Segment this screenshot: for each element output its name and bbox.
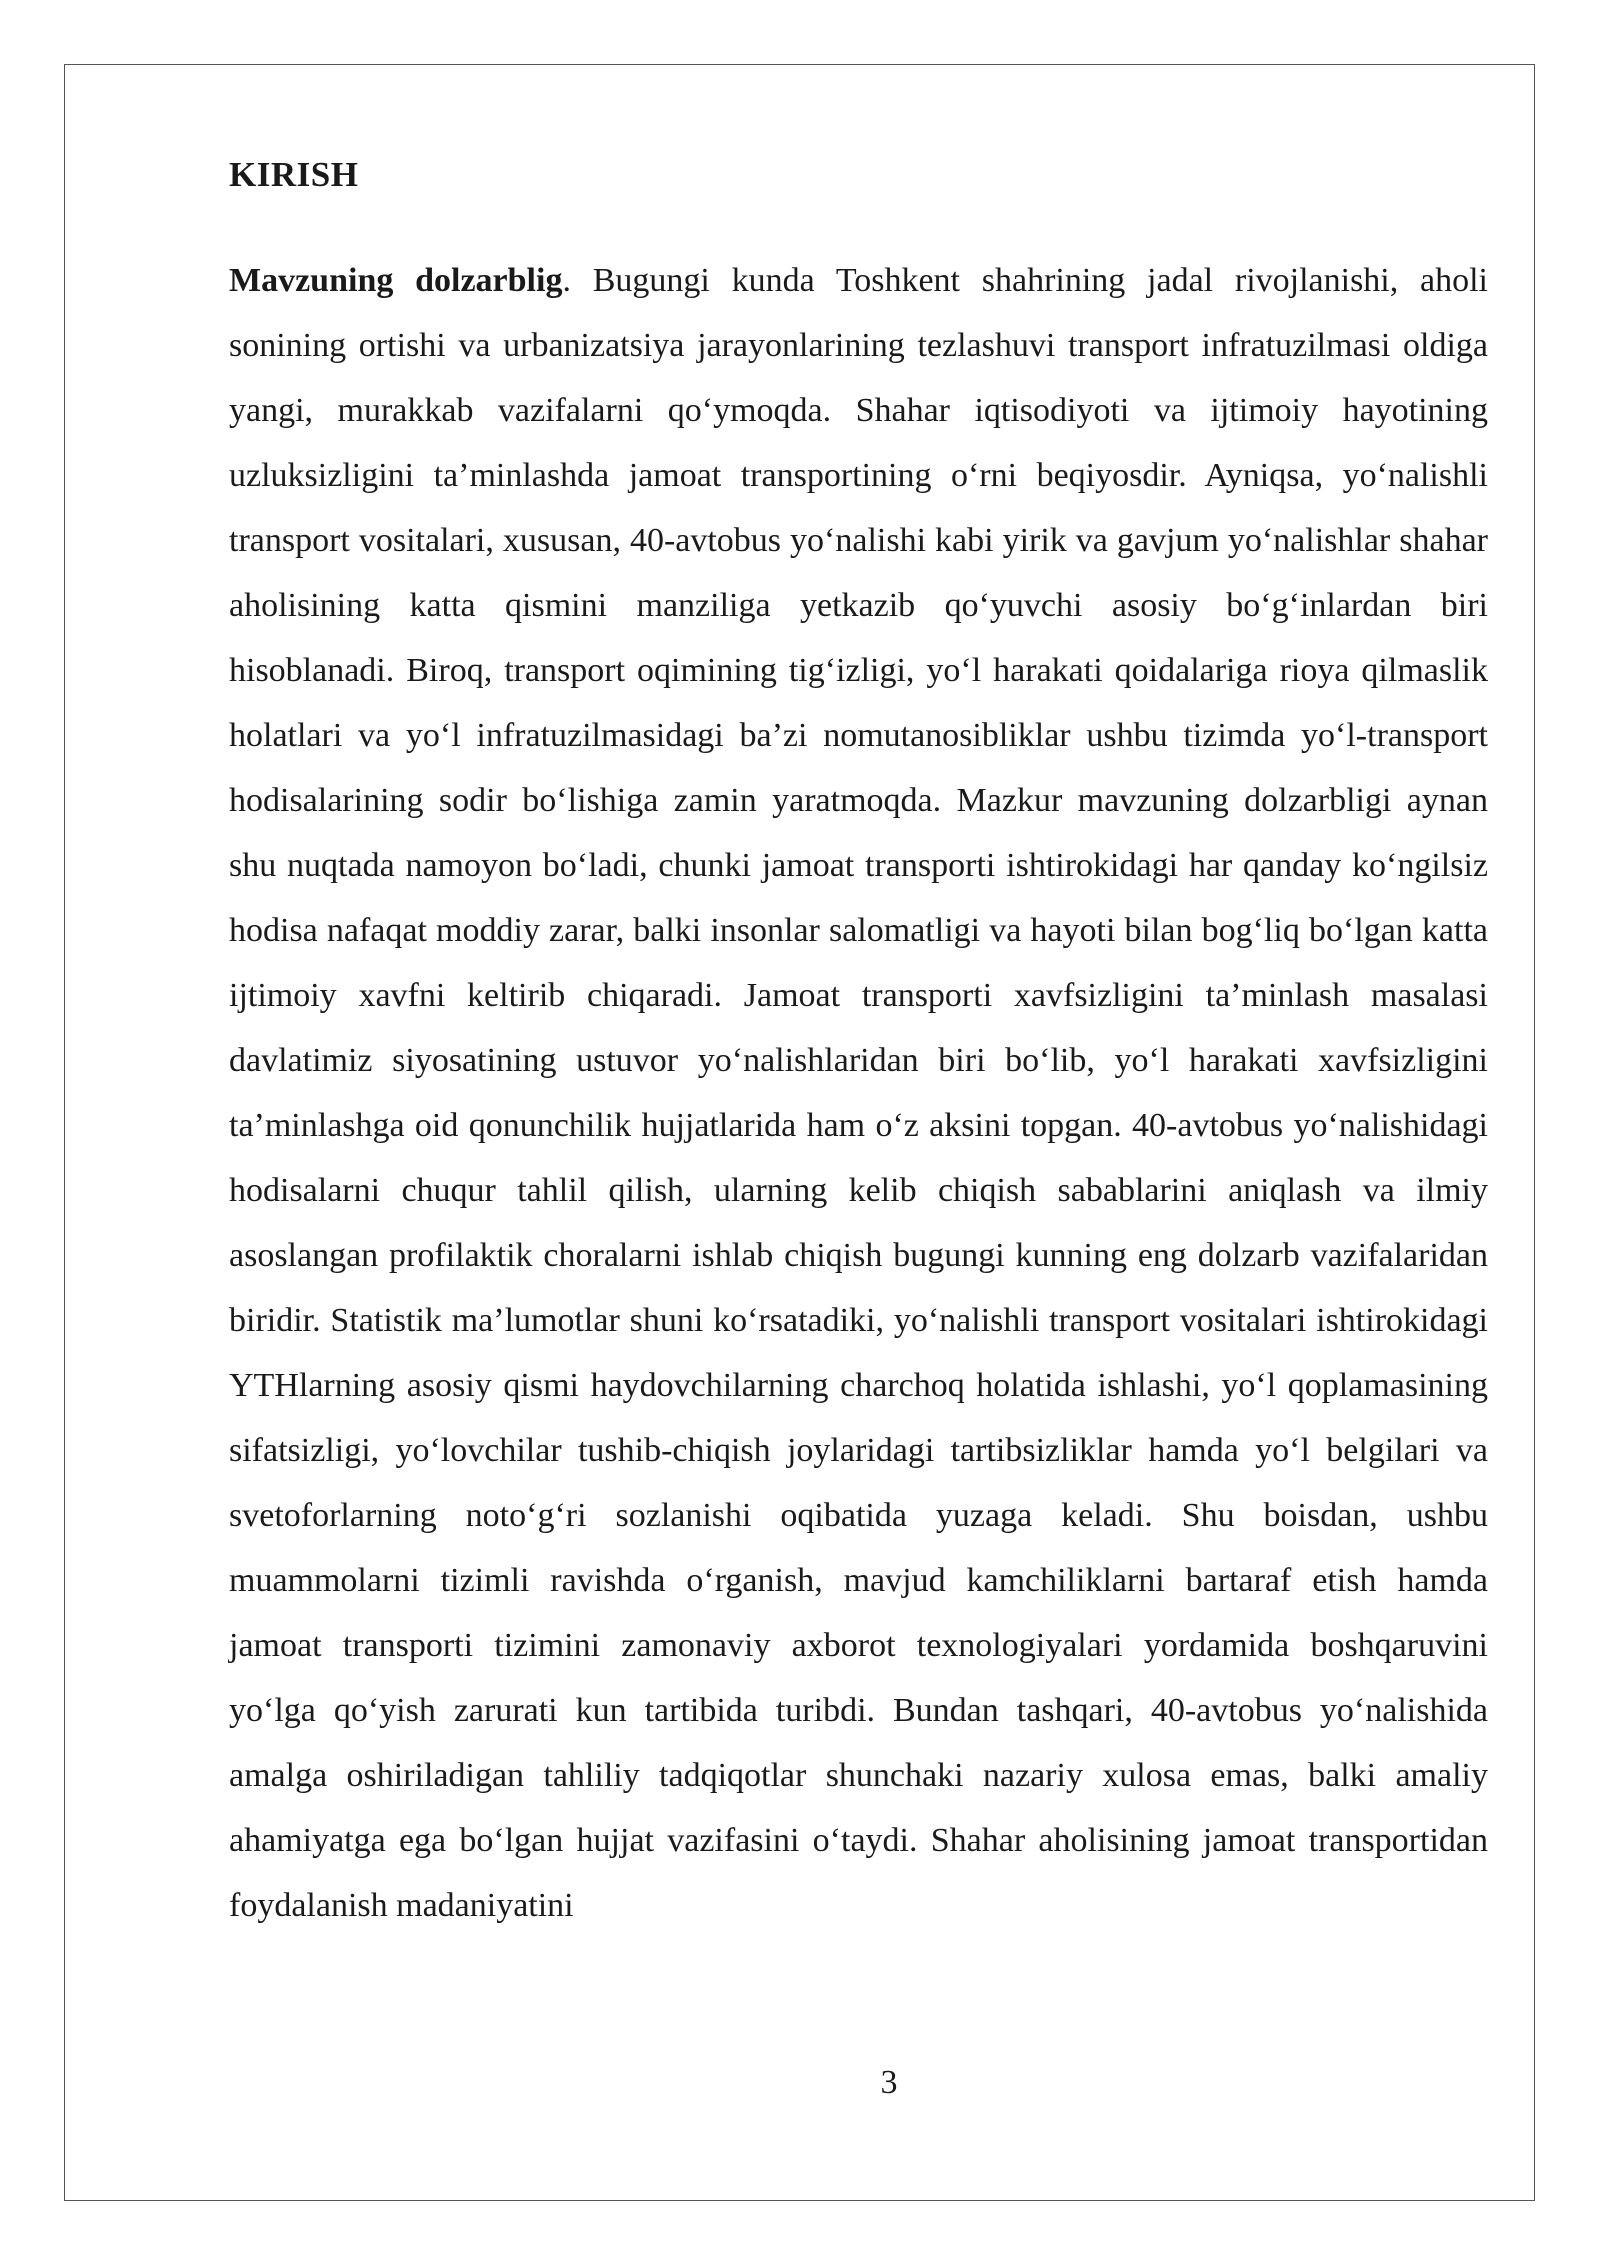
paragraph-text: Bugungi kunda Toshkent shahrining jadal rivojlanishi, aholi sonining ortishi va urbanizatsiya jarayonlarining tezlashuvi transport infratuzilmasi oldiga yangi, murakkab vazifalarni qo‘ymoqda. Shahar iqtisodiyoti va ijtimoiy hayotining uzluksizligini ta’minlashda jamoat transportining o‘rni beqiyosdir. Ayniqsa, yo‘nalishli transport vositalari, xususan, 40-avtobus yo‘nalishi kabi yirik va gavjum yo‘nalishlar shahar aholisining katta qismini manziliga yetkazib qo‘yuvchi asosiy bo‘g‘inlardan biri hisoblanadi. Biroq, transport oqimining tig‘izligi, yo‘l harakati qoidalariga rioya qilmaslik holatlari va yo‘l infratuzilmasidagi ba’zi nomutanosibliklar ushbu tizimda yo‘l-transport hodisalarining sodir bo‘lishiga zamin yaratmoqda. Mazkur mavzuning dolzarbligi aynan shu nuqtada namoyon bo‘ladi, chunki jamoat transporti ishtirokidagi har qanday ko‘ngilsiz hodisa nafaqat moddiy zarar, balki insonlar salomatligi va hayoti bilan bog‘liq bo‘lgan katta ijtimoiy xavfni keltirib chiqaradi. Jamoat transporti xavfsizligini ta’minlash masalasi davlatimiz siyosatining ustuvor yo‘nalishlaridan biri bo‘lib, yo‘l harakati xavfsizligini ta’minlashga oid qonunchilik hujjatlarida ham o‘z aksini topgan. 40-avtobus yo‘nalishidagi hodisalarni chuqur tahlil qilish, ularning kelib chiqish sabablarini aniqlash va ilmiy asoslangan profilaktik choralarni ishlab chiqish bugungi kunning eng dolzarb vazifalaridan biridir. Statistik ma’lumotlar shuni ko‘rsatadiki, yo‘nalishli transport vositalari ishtirokidagi YTHlarning asosiy qismi haydovchilarning charchoq holatida ishlashi, yo‘l qoplamasining sifatsizligi, yo‘lovchilar tushib-chiqish joylaridagi tartibsizliklar hamda yo‘l belgilari va svetoforlarning noto‘g‘ri sozlanishi oqibatida yuzaga keladi. Shu boisdan, ushbu muammolarni tizimli ravishda o‘rganish, mavjud kamchiliklarni bartaraf etish hamda jamoat transporti tizimini zamonaviy axborot texnologiyalari yordamida boshqaruvini yo‘lga qo‘yish zarurati kun tartibida turibdi. Bundan tashqari, 40-avtobus yo‘nalishida amalga oshiriladigan tahliliy tadqiqotlar shunchaki nazariy xulosa emas, balki amaliy ahamiyatga ega bo‘lgan hujjat vazifasini o‘taydi. Shahar aholisining jamoat transportidan foydalanish madaniyatini	[229, 262, 1488, 1924]
page-content	[229, 150, 1488, 1938]
page-number: 3	[880, 2064, 898, 2101]
section-heading: KIRISH	[229, 155, 359, 194]
lead-label: Mavzuning dolzarblig	[229, 262, 563, 299]
lead-punctuation: .	[562, 262, 571, 299]
body-paragraph	[229, 248, 1488, 1938]
